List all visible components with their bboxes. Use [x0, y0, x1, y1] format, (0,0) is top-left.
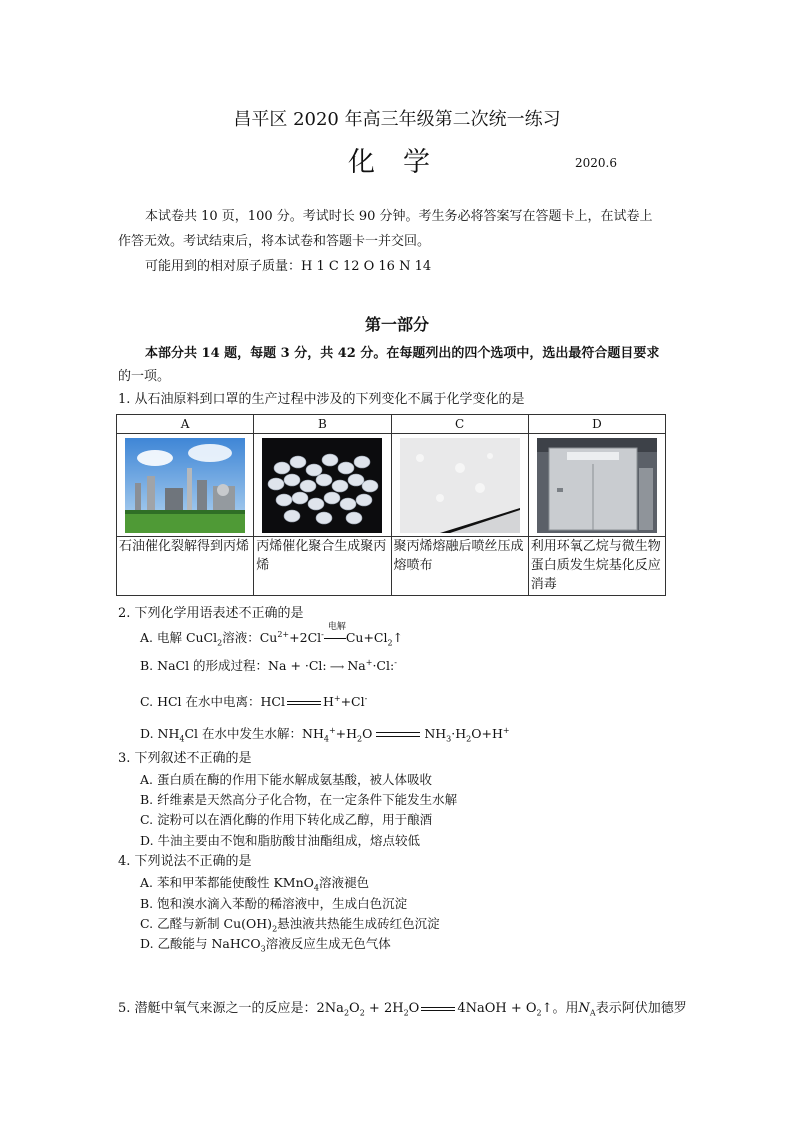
question-3-option-d: D. 牛油主要由不饱和脂肪酸甘油酯组成，熔点较低 — [140, 833, 421, 848]
polypropylene-pellets-photo — [262, 438, 382, 533]
part-description-1: 本部分共 14 题，每题 3 分，共 42 分。在每题列出的四个选项中，选出最符合题目要求 — [145, 346, 660, 361]
question-2-stem: 2. 下列化学用语表述不正确的是 — [118, 606, 304, 621]
exam-date: 2020.6 — [575, 156, 617, 170]
exam-title: 昌平区 2020 年高三年级第二次统一练习 — [233, 109, 561, 130]
part-description-2: 的一项。 — [118, 369, 171, 384]
meltblown-fabric-photo — [400, 438, 520, 533]
question-3-stem: 3. 下列叙述不正确的是 — [118, 751, 252, 766]
option-a-letter: A — [117, 415, 254, 434]
option-c-letter: C — [391, 415, 528, 434]
question-1-stem: 1. 从石油原料到口罩的生产过程中涉及的下列变化不属于化学变化的是 — [118, 392, 525, 407]
question-2-option-c: C. HCl 在水中电离：HCl H++Cl- — [140, 693, 368, 709]
question-1-table — [116, 414, 666, 596]
question-4-option-a: A. 苯和甲苯都能使酸性 KMnO$_4$溶液褪色 — [140, 875, 369, 893]
question-4-option-c: C. 乙醛与新制 $Cu(OH)_2$悬浊液共热能生成砖红色沉淀 — [140, 916, 440, 934]
intro-line-1: 本试卷共 10 页，100 分。考试时长 90 分钟。考生务必将答案写在答题卡上，在试卷上 — [145, 209, 653, 224]
intro-line-2: 作答无效。考试结束后，将本试卷和答题卡一并交回。 — [118, 234, 431, 249]
option-d-caption: 利用环氧乙烷与微生物蛋白质发生烷基化反应消毒 — [528, 537, 665, 596]
question-5-stem: 5. 潜艇中氧气来源之一的反应是：$2Na_2O_2 + 2H_2O$ 4NaOH + $O_2↑$。用$N_A$表示阿伏加德罗 — [118, 1001, 687, 1018]
exam-subject: 化学 — [348, 147, 458, 178]
question-2-option-d: D. $NH_4Cl$ 在水中发生水解：$NH_4^++H_2O$ $NH_3\cdot H_2O+H^+$ — [140, 725, 510, 744]
sterilizer-cabinet-photo — [537, 438, 657, 533]
question-4-stem: 4. 下列说法不正确的是 — [118, 854, 252, 869]
question-3-option-c: C. 淀粉可以在酒化酶的作用下转化成乙醇，用于酿酒 — [140, 812, 433, 827]
option-a-caption: 石油催化裂解得到丙烯 — [117, 537, 254, 596]
option-c-caption: 聚丙烯熔融后喷丝压成熔喷布 — [391, 537, 528, 596]
question-3-option-b: B. 纤维素是天然高分子化合物，在一定条件下能发生水解 — [140, 792, 458, 807]
option-b-caption: 丙烯催化聚合生成聚丙烯 — [254, 537, 391, 596]
question-2-option-a: A. 电解 CuCl$_2$溶液：$Cu^{2+}+2Cl^-$ 电解 $Cu+Cl_2↑$ — [140, 622, 404, 648]
refinery-photo — [125, 438, 245, 533]
option-b-letter: B — [254, 415, 391, 434]
option-d-letter: D — [528, 415, 665, 434]
question-2-option-b: B. NaCl 的形成过程：Na + ·Cl: ⟶ Na+·Cl:- — [140, 657, 397, 673]
question-3-option-a: A. 蛋白质在酶的作用下能水解成氨基酸，被人体吸收 — [140, 772, 432, 787]
question-4-option-d: D. 乙酸能与 NaHCO$_3$溶液反应生成无色气体 — [140, 936, 391, 954]
question-4-option-b: B. 饱和溴水滴入苯酚的稀溶液中，生成白色沉淀 — [140, 896, 408, 911]
atomic-masses: 可能用到的相对原子质量：H 1 C 12 O 16 N 14 — [145, 259, 432, 274]
part-title: 第一部分 — [364, 315, 429, 334]
